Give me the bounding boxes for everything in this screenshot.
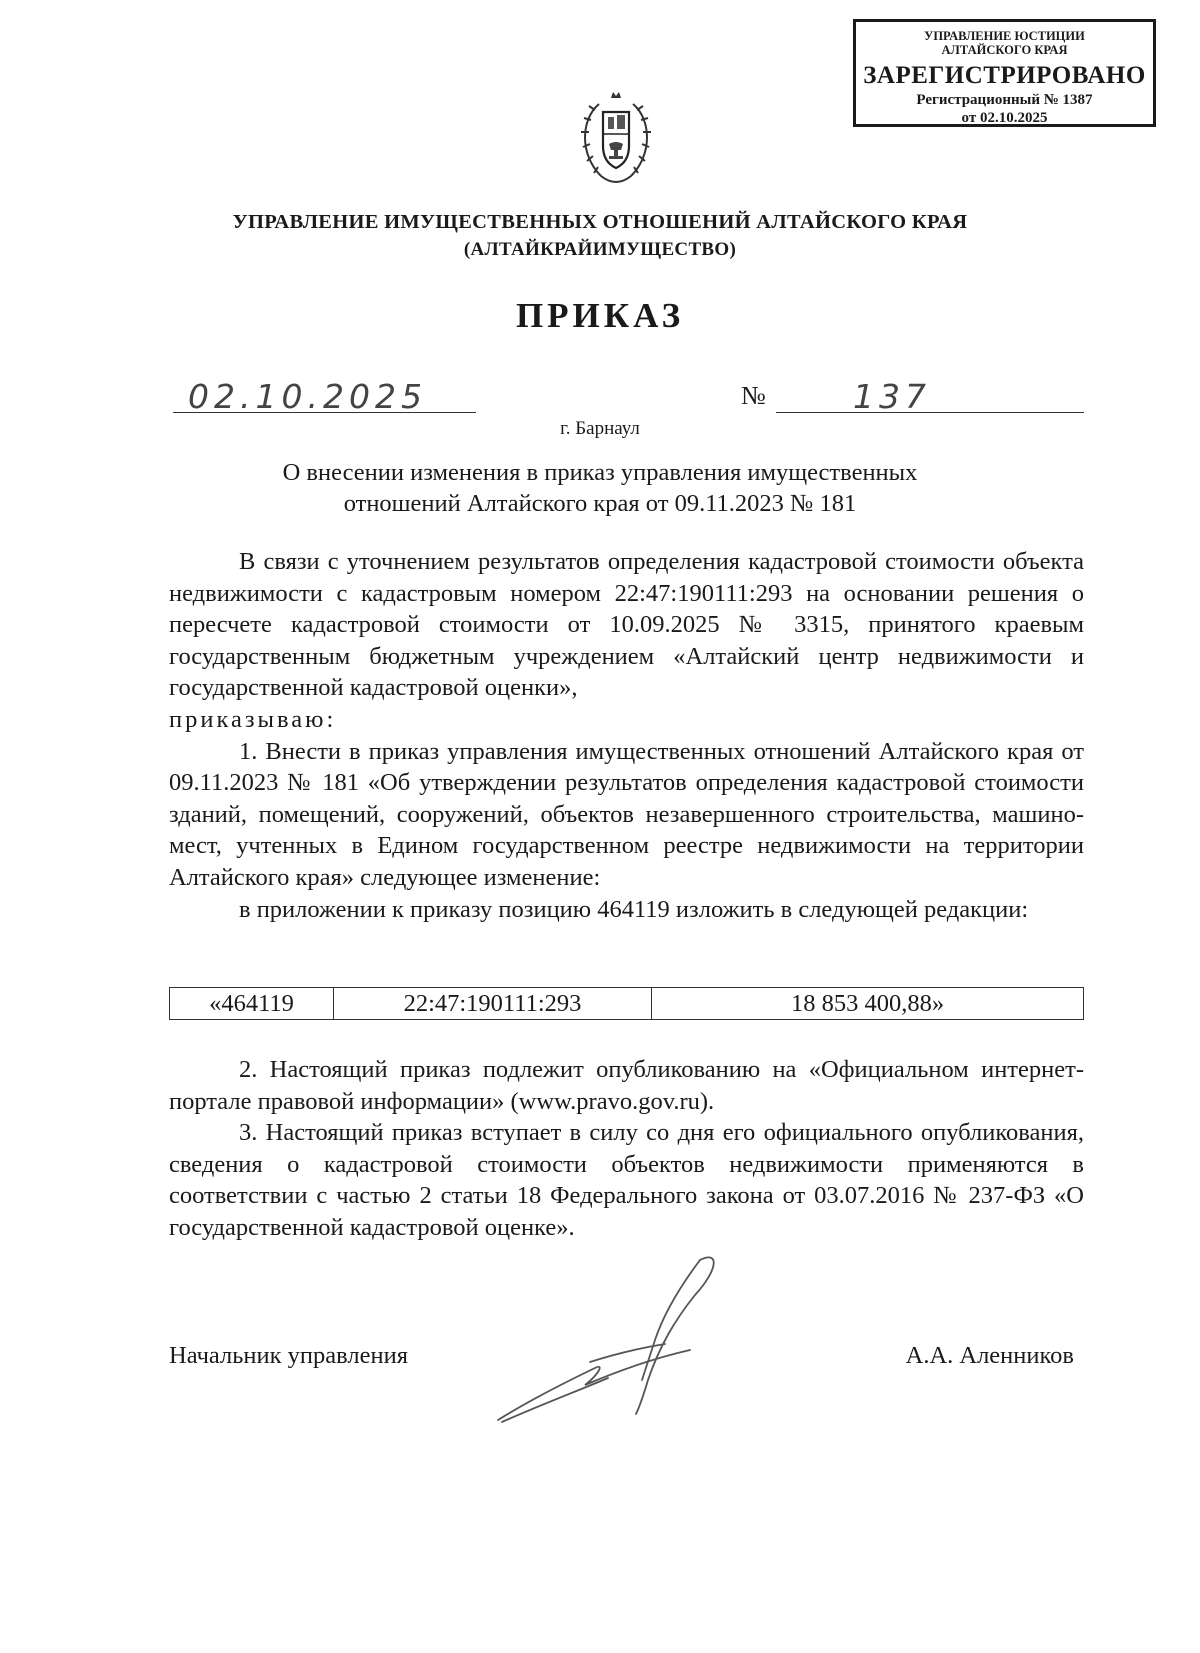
document-number: 137 <box>853 377 931 416</box>
document-body-continued <box>169 1054 1084 1244</box>
table-cell-cadastral-number: 22:47:190111:293 <box>334 988 652 1020</box>
stamp-reg-date: от 02.10.2025 <box>961 110 1048 126</box>
document-body <box>169 546 1084 925</box>
signatory-name: А.А. Аленников <box>905 1342 1074 1369</box>
number-label: № <box>741 381 766 410</box>
table-cell-cadastral-value: 18 853 400,88» <box>652 988 1084 1020</box>
number-underline <box>776 412 1084 413</box>
document-title: ПРИКАЗ <box>515 296 685 335</box>
table-row <box>170 988 1084 1020</box>
clause-1-detail-paragraph: в приложении к приказу позицию 464119 изложить в следующей редакции: <box>239 895 1029 923</box>
organization-name: УПРАВЛЕНИЕ ИМУЩЕСТВЕННЫХ ОТНОШЕНИЙ АЛТАЙСКОГО КРАЯ <box>232 211 968 233</box>
city: г. Барнаул <box>560 418 640 439</box>
clause-3-paragraph: 3. Настоящий приказ вступает в силу со дня его официального опубликования, сведения о кадастровой стоимости объектов недвижимости применяются в соответствии с частью 2 статьи 18 Федерального закона от 03.07.2016 № 237-ФЗ «О государственной кадастровой оценке». <box>169 1119 1084 1241</box>
order-word: приказываю: <box>169 705 337 733</box>
organization-short-name: (АЛТАЙКРАЙИМУЩЕСТВО) <box>463 239 737 260</box>
stamp-status: ЗАРЕГИСТРИРОВАНО <box>863 62 1146 89</box>
stamp-line-1: УПРАВЛЕНИЕ ЮСТИЦИИ <box>924 29 1085 43</box>
preamble-paragraph: В связи с уточнением результатов определения кадастровой стоимости объекта недвижимости с кадастровым номером 22:47:190111:293 на основании решения о пересчете кадастровой стоимости от 10.09.2025 № 3315, принятого краевым государственным бюджетным учреждением «Алтайский центр недвижимости и государственной кадастровой оценки», <box>169 548 1084 702</box>
stamp-line-2: АЛТАЙСКОГО КРАЯ <box>941 43 1068 57</box>
document-date: 02.10.2025 <box>188 377 427 416</box>
subject-line-1: О внесении изменения в приказ управления имущественных <box>282 459 918 486</box>
signatory-position: Начальник управления <box>169 1342 408 1369</box>
subject-line-2: отношений Алтайского края от 09.11.2023 № 181 <box>343 490 857 517</box>
stamp-reg-number: Регистрационный № 1387 <box>916 92 1093 108</box>
document-subject <box>240 457 960 519</box>
registration-stamp <box>853 19 1156 127</box>
date-underline <box>173 412 476 413</box>
clause-2-paragraph: 2. Настоящий приказ подлежит опубликованию на «Официальном интернет-портале правовой информации» (www.pravo.gov.ru). <box>169 1056 1084 1115</box>
handwritten-signature-icon <box>490 1250 750 1425</box>
cadastral-value-table <box>169 987 1084 1020</box>
clause-1-paragraph: 1. Внести в приказ управления имущественных отношений Алтайского края от 09.11.2023 № 181 «Об утверждении результатов определения кадастровой стоимости зданий, помещений, сооружений, объектов незавершенного строительства, машино-мест, учтенных в Едином государственном реестре недвижимости на территории Алтайского края» следующее изменение: <box>169 737 1084 891</box>
table-cell-position: «464119 <box>170 988 334 1020</box>
coat-of-arms-icon <box>571 84 661 194</box>
